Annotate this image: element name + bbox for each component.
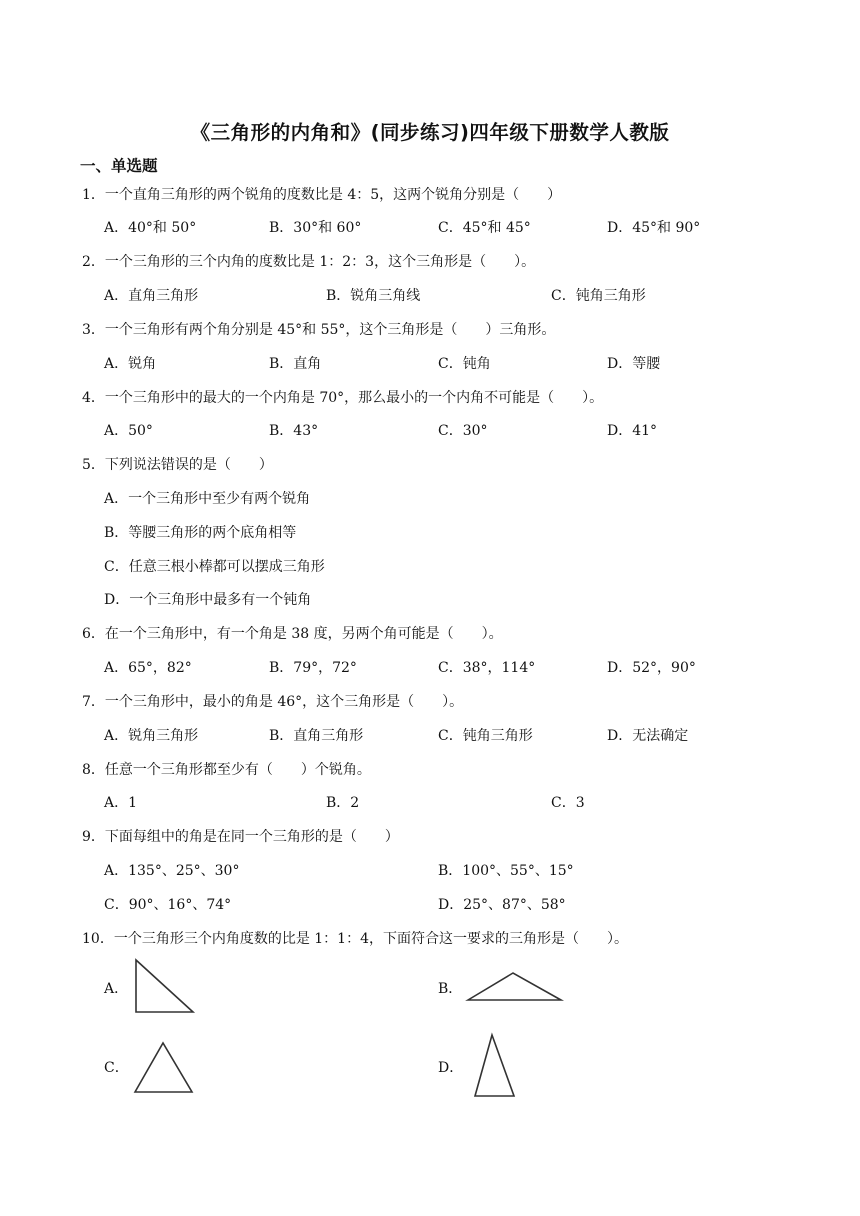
obtuse-triangle-figure (466, 970, 564, 1004)
q7-option-a[interactable]: A．锐角三角形 (104, 728, 199, 744)
q3-option-c[interactable]: C．钝角 (438, 356, 491, 372)
question-6: 6．在一个三角形中，有一个角是 38 度，另两个角可能是（ ）。 (82, 626, 503, 642)
q6-option-d[interactable]: D．52°，90° (607, 660, 696, 676)
q6-option-a[interactable]: A．65°，82° (104, 660, 192, 676)
q1-option-a[interactable]: A．40°和 50° (104, 220, 197, 236)
q5-option-d[interactable]: D．一个三角形中最多有一个钝角 (104, 592, 312, 608)
q9-option-d[interactable]: D．25°、87°、58° (438, 897, 566, 913)
q1-option-c[interactable]: C．45°和 45° (438, 220, 531, 236)
q2-option-b[interactable]: B．锐角三角线 (326, 288, 421, 304)
acute-isosceles-triangle-figure (472, 1032, 518, 1100)
q9-option-a[interactable]: A．135°、25°、30° (104, 863, 240, 879)
question-9: 9．下面每组中的角是在同一个三角形的是（ ） (82, 829, 399, 845)
q2-option-c[interactable]: C．钝角三角形 (551, 288, 646, 304)
question-3: 3．一个三角形有两个角分别是 45°和 55°，这个三角形是（ ）三角形。 (82, 322, 556, 338)
page-title: 《三角形的内角和》(同步练习)四年级下册数学人教版 (190, 121, 670, 144)
q5-option-b[interactable]: B．等腰三角形的两个底角相等 (104, 525, 297, 541)
question-7: 7．一个三角形中，最小的角是 46°，这个三角形是（ ）。 (82, 694, 464, 710)
q7-option-d[interactable]: D．无法确定 (607, 728, 689, 744)
q9-option-c[interactable]: C．90°、16°、74° (104, 897, 232, 913)
q8-option-b[interactable]: B．2 (326, 795, 360, 811)
q8-option-a[interactable]: A．1 (104, 795, 138, 811)
q6-option-b[interactable]: B．79°，72° (269, 660, 357, 676)
q1-option-b[interactable]: B．30°和 60° (269, 220, 362, 236)
q4-option-d[interactable]: D．41° (607, 423, 658, 439)
q10-option-c-label[interactable]: C． (104, 1060, 129, 1076)
q4-option-c[interactable]: C．30° (438, 423, 488, 439)
q8-option-c[interactable]: C．3 (551, 795, 585, 811)
q1-option-d[interactable]: D．45°和 90° (607, 220, 701, 236)
question-1: 1．一个直角三角形的两个锐角的度数比是 4：5，这两个锐角分别是（ ） (82, 187, 562, 203)
q5-option-c[interactable]: C．任意三根小棒都可以摆成三角形 (104, 559, 325, 575)
q7-option-b[interactable]: B．直角三角形 (269, 728, 364, 744)
q4-option-a[interactable]: A．50° (104, 423, 153, 439)
question-4: 4．一个三角形中的最大的一个内角是 70°，那么最小的一个内角不可能是（ ）。 (82, 390, 604, 406)
q9-option-b[interactable]: B．100°、55°、15° (438, 863, 574, 879)
q5-option-a[interactable]: A．一个三角形中至少有两个锐角 (104, 491, 311, 507)
right-triangle-figure (134, 958, 198, 1016)
q3-option-b[interactable]: B．直角 (269, 356, 322, 372)
q4-option-b[interactable]: B．43° (269, 423, 319, 439)
q3-option-a[interactable]: A．锐角 (104, 356, 157, 372)
q10-option-a-label[interactable]: A． (104, 981, 129, 997)
q6-option-c[interactable]: C．38°，114° (438, 660, 536, 676)
q3-option-d[interactable]: D．等腰 (607, 356, 661, 372)
q10-option-b-label[interactable]: B． (438, 981, 463, 997)
section-heading: 一、单选题 (80, 157, 158, 175)
q10-option-d-label[interactable]: D． (438, 1060, 464, 1076)
question-8: 8．任意一个三角形都至少有（ ）个锐角。 (82, 762, 371, 778)
q7-option-c[interactable]: C．钝角三角形 (438, 728, 533, 744)
q2-option-a[interactable]: A．直角三角形 (104, 288, 199, 304)
question-2: 2．一个三角形的三个内角的度数比是 1：2：3，这个三角形是（ ）。 (82, 254, 536, 270)
equilateral-triangle-figure (132, 1040, 196, 1096)
question-10: 10．一个三角形三个内角度数的比是 1：1：4，下面符合这一要求的三角形是（ ）。 (82, 931, 628, 947)
question-5: 5．下列说法错误的是（ ） (82, 457, 273, 473)
